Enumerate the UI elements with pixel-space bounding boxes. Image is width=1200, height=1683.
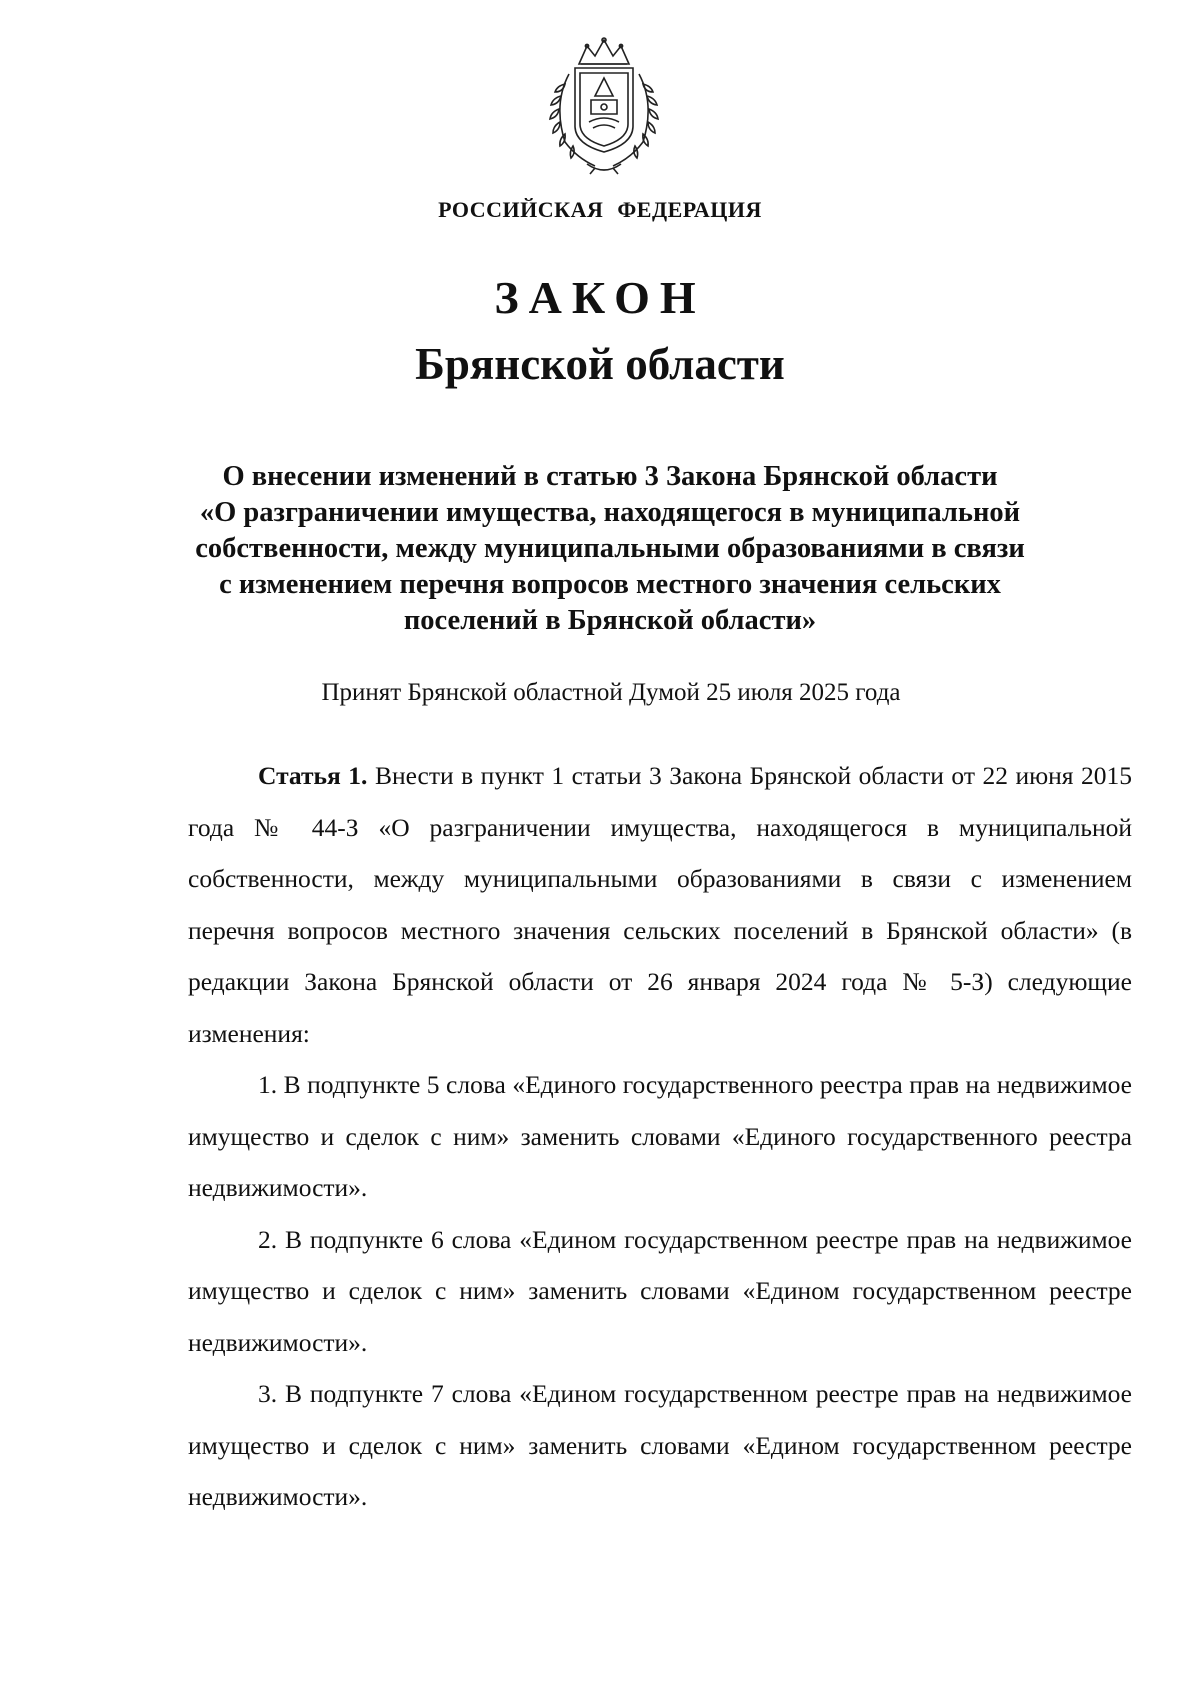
article-1-paragraph xyxy=(188,750,1132,1059)
article-1-text: Внести в пункт 1 статьи 3 Закона Брянской области от 22 июня 2015 года № 44-З «О разграничении имущества, находящегося в муниципальной собственности, между муниципальными образованиями в связи с изменением перечня вопросов местного значения сельских поселений в Брянской области» (в редакции Закона Брянской области от 26 января 2024 года № 5-З) следующие изменения: xyxy=(188,761,1132,1048)
federation-heading: РОССИЙСКАЯ ФЕДЕРАЦИЯ xyxy=(438,197,762,222)
region-heading: Брянской области xyxy=(415,339,785,389)
law-title-line: О внесении изменений в статью 3 Закона Брянской области xyxy=(222,461,998,492)
amendment-item: 2. В подпункте 6 слова «Едином государственном реестре прав на недвижимое имущество и сделок с ним» заменить словами «Едином государственном реестре недвижимости». xyxy=(188,1224,1132,1357)
amendment-item: 3. В подпункте 7 слова «Едином государственном реестре прав на недвижимое имущество и сделок с ним» заменить словами «Едином государственном реестре недвижимости». xyxy=(188,1379,1132,1511)
law-title-line: поселений в Брянской области» xyxy=(403,605,817,636)
law-heading: ЗАКОН xyxy=(494,272,706,323)
law-body xyxy=(188,750,1132,1523)
adoption-note: Принят Брянской областной Думой 25 июля 2025 года xyxy=(321,679,901,706)
article-1-label: Статья 1. xyxy=(258,761,368,790)
law-title-line: «О разграничении имущества, находящегося в муниципальной xyxy=(199,497,1021,528)
law-title-line: собственности, между муниципальными образованиями в связи xyxy=(195,533,1025,564)
amendment-item: 1. В подпункте 5 слова «Единого государственного реестра прав на недвижимое имущество и сделок с ним» заменить словами «Единого государственного реестра недвижимости». xyxy=(188,1070,1132,1202)
law-title xyxy=(170,459,1050,639)
bryansk-coat-of-arms-icon xyxy=(535,34,673,176)
law-title-line: с изменением перечня вопросов местного значения сельских xyxy=(219,569,1001,600)
